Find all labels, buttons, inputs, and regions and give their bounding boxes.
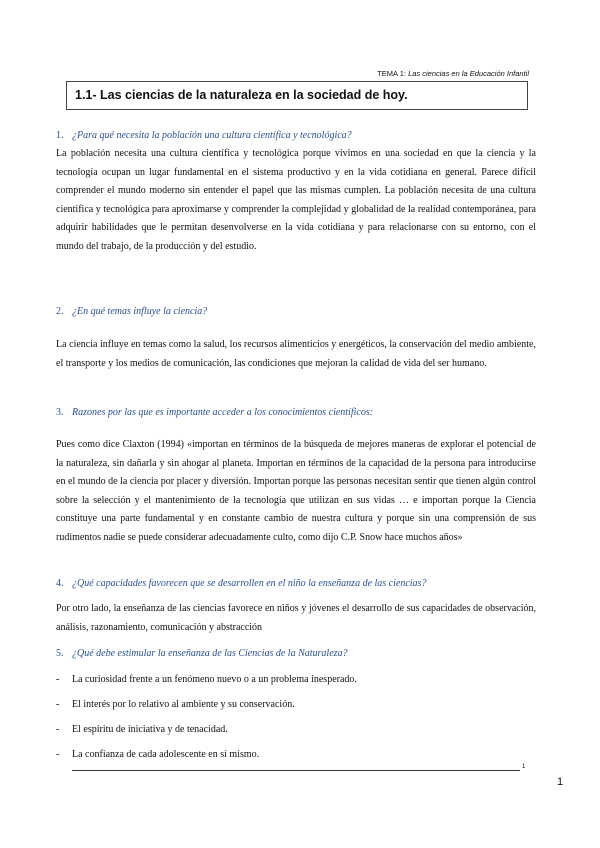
running-header	[377, 69, 529, 78]
list-item	[56, 749, 259, 760]
list-item	[56, 724, 228, 735]
question-1	[56, 130, 352, 141]
paragraph-4: Por otro lado, la enseñanza de las ciencias favorece en niños y jóvenes el desarrollo de sus capacidades de observación, análisis, razonamiento, comunicación y abstracción	[56, 603, 536, 633]
list-dash: -	[56, 674, 60, 685]
footnote-separator	[72, 770, 520, 771]
list-dash: -	[56, 724, 60, 735]
question-1-text: ¿Para qué necesita la población una cultura científica y tecnológica?	[72, 130, 352, 141]
list-item-text: La confianza de cada adolescente en sí mismo.	[72, 749, 260, 760]
list-item	[56, 674, 357, 685]
list-item-text: El interés por lo relativo al ambiente y su conservación.	[72, 699, 295, 710]
paragraph-3: Pues como dice Claxton (1994) «importan en términos de la búsqueda de mejores maneras de explorar el potencial de la naturaleza, sin dañarla y sin ahogar al planeta. Importan en términos de la capacidad de la persona para introducirse en el mundo de la ciencia por placer y diversión. Importan porque las personas necesitan sentir que tienen algún control sobre la selección y el mantenimiento de la tecnología que utilizan en sus vidas … e importan porque la Ciencia constituye una parte fundamental y en constante cambio de nuestra cultura y porque sin una comprensión de sus rudimentos nadie se puede considerar adecuadamente culto, como dijo C.P. Snow hace muchos años»	[56, 439, 536, 543]
question-2-number: 2.	[56, 306, 64, 317]
list-item-text: El espíritu de iniciativa y de tenacidad.	[72, 724, 228, 735]
question-5-text: ¿Qué debe estimular la enseñanza de las Ciencias de la Naturaleza?	[72, 648, 348, 659]
question-3-number: 3.	[56, 407, 64, 418]
list-dash: -	[56, 699, 60, 710]
list-item-text: La curiosidad frente a un fenómeno nuevo o a un problema inesperado.	[72, 674, 357, 685]
list-item	[56, 699, 295, 710]
question-5-number: 5.	[56, 648, 64, 659]
list-dash: -	[56, 749, 60, 760]
section-title: 1.1- Las ciencias de la naturaleza en la sociedad de hoy.	[66, 81, 528, 110]
question-3-text: Razones por las que es importante acceder a los conocimientos científicos:	[72, 407, 374, 418]
header-prefix: TEMA 1:	[377, 69, 406, 78]
question-3	[56, 407, 373, 418]
page-number: 1	[557, 776, 564, 788]
header-title: Las ciencias en la Educación Infantil	[408, 69, 529, 78]
question-4-text: ¿Qué capacidades favorecen que se desarrollen en el niño la enseñanza de las ciencias?	[72, 578, 427, 589]
paragraph-2: La ciencia influye en temas como la salud, los recursos alimenticios y energéticos, la conservación del medio ambiente, el transporte y los medios de comunicación, las condiciones que mejoran la calidad de vida del ser humano.	[56, 339, 536, 369]
question-5	[56, 648, 348, 659]
question-1-number: 1.	[56, 130, 64, 141]
paragraph-1: La población necesita una cultura científica y tecnológica porque vivimos en una sociedad en que la ciencia y la tecnología ocupan un lugar fundamental en el sistema productivo y en la vida cotidiana en general. Parece difícil comprender el mundo moderno sin entender el papel que las mismas cumplen. La población necesita de una cultura científica y tecnológica para aproximarse y comprender la complejidad y globalidad de la realidad contemporánea, para adquirir habilidades que le permitan desenvolverse en la vida cotidiana y para relacionarse con su entorno, con el mundo del trabajo, de la producción y del estudio.	[56, 148, 536, 252]
question-4-number: 4.	[56, 578, 64, 589]
question-2-text: ¿En qué temas influye la ciencia?	[72, 306, 208, 317]
question-2	[56, 306, 207, 317]
question-4	[56, 578, 426, 589]
footnote-mark: 1	[522, 764, 526, 770]
